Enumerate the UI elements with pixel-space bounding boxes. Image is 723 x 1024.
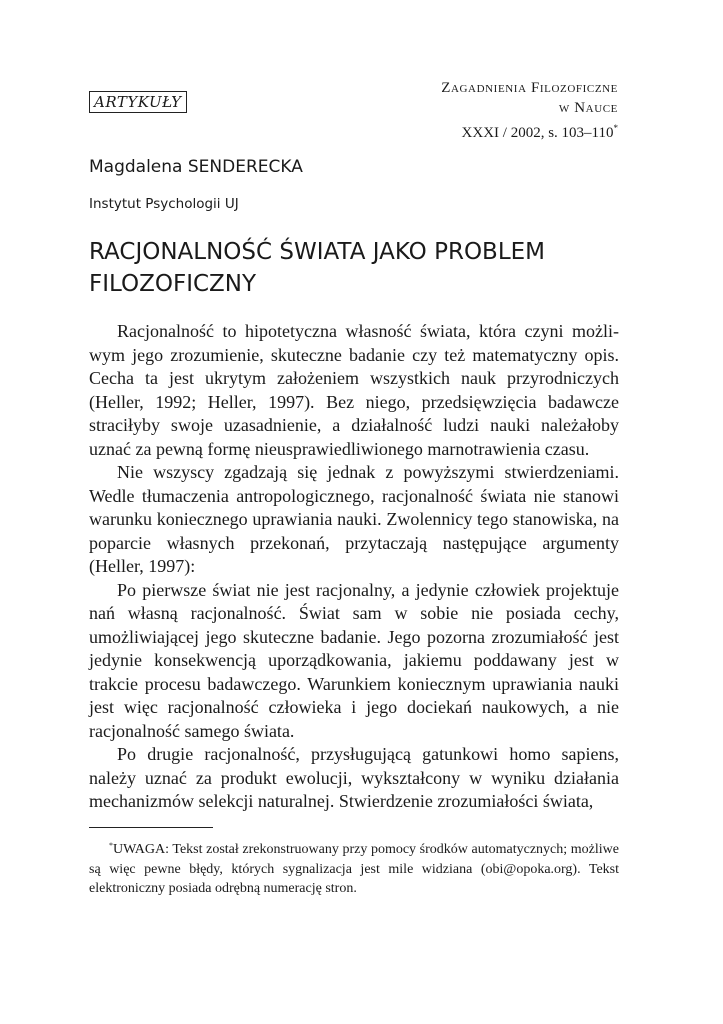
section-label: ARTYKUŁY bbox=[89, 91, 187, 113]
body-paragraph: Po drugie racjonalność, przysługującą gatunkowi homo sapiens, należy uznać za produkt ewolucji, wykształcony w wyniku działania mechanizmów selekcji naturalnej. Stwierdzenie zrozumiałości świata, bbox=[89, 744, 619, 811]
journal-title-line1: Zagadnienia Filozoficzne bbox=[441, 80, 618, 96]
body-paragraph: Nie wszyscy zgadzają się jednak z powyższymi stwierdzeniami. Wedle tłumaczenia antropologicznego, racjonalność świata nie stanowi warunku koniecznego uprawiania nauki. Zwolennicy tego stanowiska, na poparcie własnych przekonań, przytaczają następujące argumenty (Heller, 1997): bbox=[89, 462, 619, 576]
body-paragraph: Po pierwsze świat nie jest racjonalny, a jedynie człowiek projektuje nań własną racjonalność. Świat sam w sobie nie posiada cechy, umożliwiającej jego skuteczne badanie. Jego pozorna zrozumiałość jest jedynie konsekwencją uporządkowania, jakiemu poddawany jest w trakcie procesu badawczego. Warunkiem koniecznym uprawiania nauki jest więc racjonalność człowieka i jego dociekań naukowych, a nie racjonalność samego świata. bbox=[89, 579, 619, 741]
body-paragraph: Racjonalność to hipotetyczna własność świata, która czyni możliwym jego zrozumienie, skuteczne badanie czy też matematyczny opis. Cecha ta jest ukrytym założeniem wszystkich nauk przyrodniczych (Heller, 1992; Heller, 1997). Bez niego, przedsięwzięcia badawcze straciłyby swoje uzasadnienie, a działalność ludzi nauki należałoby uznać za pewną formę nieusprawiedliwionego marnotrawienia czasu. bbox=[89, 321, 619, 459]
footnote-mark: * bbox=[109, 841, 113, 850]
author-affiliation: Instytut Psychologii UJ bbox=[89, 196, 239, 212]
footnote-divider bbox=[89, 827, 213, 828]
journal-title-line2: w Nauce bbox=[558, 100, 618, 116]
footnote-text: UWAGA: Tekst został zrekonstruowany przy pomocy środków automatycznych; możliwe są więc pewne błędy, których sygnalizacja jest mile widziana (obi@opoka.org). Tekst elektroniczny posiada odrębną numerację stron. bbox=[89, 842, 619, 896]
footnote bbox=[89, 836, 619, 899]
journal-footnote-mark: * bbox=[613, 123, 618, 133]
article-title: RACJONALNOŚĆ ŚWIATA JAKO PROBLEM FILOZOFICZNY bbox=[89, 239, 546, 297]
journal-header bbox=[441, 78, 618, 143]
journal-issue-line bbox=[441, 118, 618, 143]
author-name: Magdalena SENDERECKA bbox=[89, 157, 303, 177]
journal-issue: XXXI / 2002, s. 103–110 bbox=[461, 125, 614, 141]
article-body bbox=[89, 320, 619, 814]
